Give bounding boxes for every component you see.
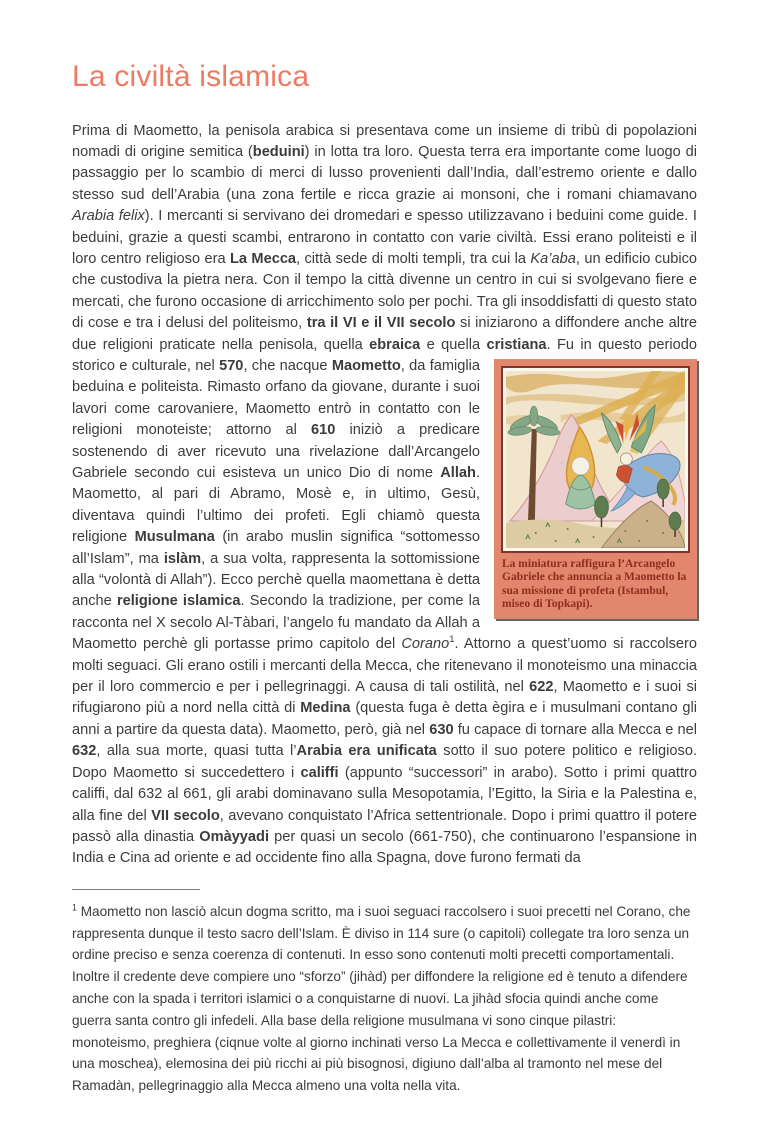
footnote	[72, 901, 697, 1097]
miniature-illustration	[506, 371, 685, 548]
article-paragraph-part-1: Prima di Maometto, la penisola arabica si presentava come un insieme di tribù di popolazioni nomadi di origine semitica (beduini) in lotta tra loro. Questa terra era importante come luogo di passaggio per lo scambio di merci di lusso provenienti dall’India, dall’estremo oriente e dallo stesso sud dell’Arabia (una zona fertile e ricca grazie ai monsoni, che i romani chiamavano Arabia felix). I mercanti si servivano dei dromedari e spesso utilizzavano i beduini come guide. I beduini, grazie a questi scambi, entrarono in contatto con varie civiltà. Essi erano politeisti e il loro centro religioso era La Mecca, città sede di molti templi, tra cui la Ka’aba, un edificio cubico che custodiva la pietra nera. Con il tempo la città divenne un centro in cui si svolgevano fiere e mercati, che furono occasione di arricchimento solo per pochi. Tra gli insoddisfatti di questo stato di cose e tra i delusi del politeismo, tra il VI e il VII secolo si iniziarono a diffondere anche altre due religioni praticate nella penisola, quella ebraica e quella cristiana. Fu in questo periodo	[72, 122, 698, 353]
page-title: La civiltà islamica	[72, 60, 310, 93]
article-paragraph-part-2: storico e culturale, nel 570, che nacque Maometto, da famiglia beduina e politeista. Rimasto orfano da giovane, durante i suoi lavori come carovaniere, Maometto entrò in contatto con le religioni monoteiste; attorno al 610 iniziò a predicare sostenendo di aver ricevuto una rivelazione dall’Arcangelo Gabriele secondo cui esisteva un unico Dio di nome Allah. Maometto, al pari di Abramo, Mosè e, in ultimo, Gesù, diventava quindi l’ultimo dei profeti. Egli chiamò questa religione Musulmana (in arabo muslin significa “sottomesso all’Islam”, ma islàm, a sua volta, rappresenta la sottomissione alla “volontà di Allah”). Ecco perchè quella maomettana è detta anche religione islamica. Secondo la tradizione, per come la racconta nel X secolo Al-Tàbari, l’angelo fu mandato da Allah a Maometto perchè gli portasse primo capitolo del Corano$^1$. Attorno a quest’uomo si raccolsero molti seguaci. Gli erano ostili i mercanti della Mecca, che ritenevano il monoteismo una minaccia per il loro commercio e per i pellegrinaggi. A causa di tali ostilità, nel 622, Maometto e i suoi si rifugiarono più a nord nella città di Medina (questa fuga è detta ègira e i musulmani contano gli anni a partire da questa data). Maometto, però, già nel 630 fu capace di tornare alla Mecca e nel 632, alla sua morte, quasi tutta l’Arabia era unificata sotto il suo potere politico e religioso. Dopo Maometto si succedettero i califfi (appunto “successori” in arabo). Sotto i primi quattro califfi, dal 632 al 661, gli arabi dominavano sulla Mesopotamia, l’Egitto, la Siria e la Palestina e, alla fine del VII secolo, avevano conquistato l’Africa settentrionale. Dopo i primi quattro il potere passò alla dinastia Omàyyadi per quasi un secolo (661-750), che continuarono l’espansione in India e Cina ad oriente e ad occidente fino alla Spagna, dove furono fermati da	[72, 357, 698, 867]
article-body	[72, 121, 697, 870]
figure-caption: La miniatura raffigura l’Arcangelo Gabriele che annuncia a Maometto la sua missione di profeta (Istambul, miseo di Topkapi).	[502, 557, 687, 611]
figure-miniature	[494, 359, 697, 619]
footnote-text: Maometto non lasciò alcun dogma scritto, ma i suoi seguaci raccolsero i suoi precetti nel Corano, che rappresenta dunque il testo sacro dell’Islam. È diviso in 114 sure (o capitoli) collegate tra loro senza un ordine preciso e senza coerenza di contenuti. In esso sono contenuti molti precetti comportamentali. Inoltre il credente deve compiere uno “sforzo” (jihàd) per diffondere la religione ed è tenuto a difendere anche con la spada i territori islamici o a conquistarne di nuovi. La jihàd sfocia quindi anche come guerra santa contro gli infedeli. Alla base della religione musulmana vi sono cinque pilastri: monoteismo, preghiera (ciqnue volte al giorno inchinati verso La Mecca e collettivamente il venerdì in una moschea), elemosina dei più ricchi ai più bisognosi, digiuno dall’alba al tramonto nel mese del Ramadàn, pellegrinaggio alla Mecca almeno una volta nella vita.	[72, 903, 691, 1094]
footnote-divider	[72, 889, 200, 890]
miniature-painting	[501, 366, 690, 553]
footnote-marker: 1	[72, 902, 77, 913]
